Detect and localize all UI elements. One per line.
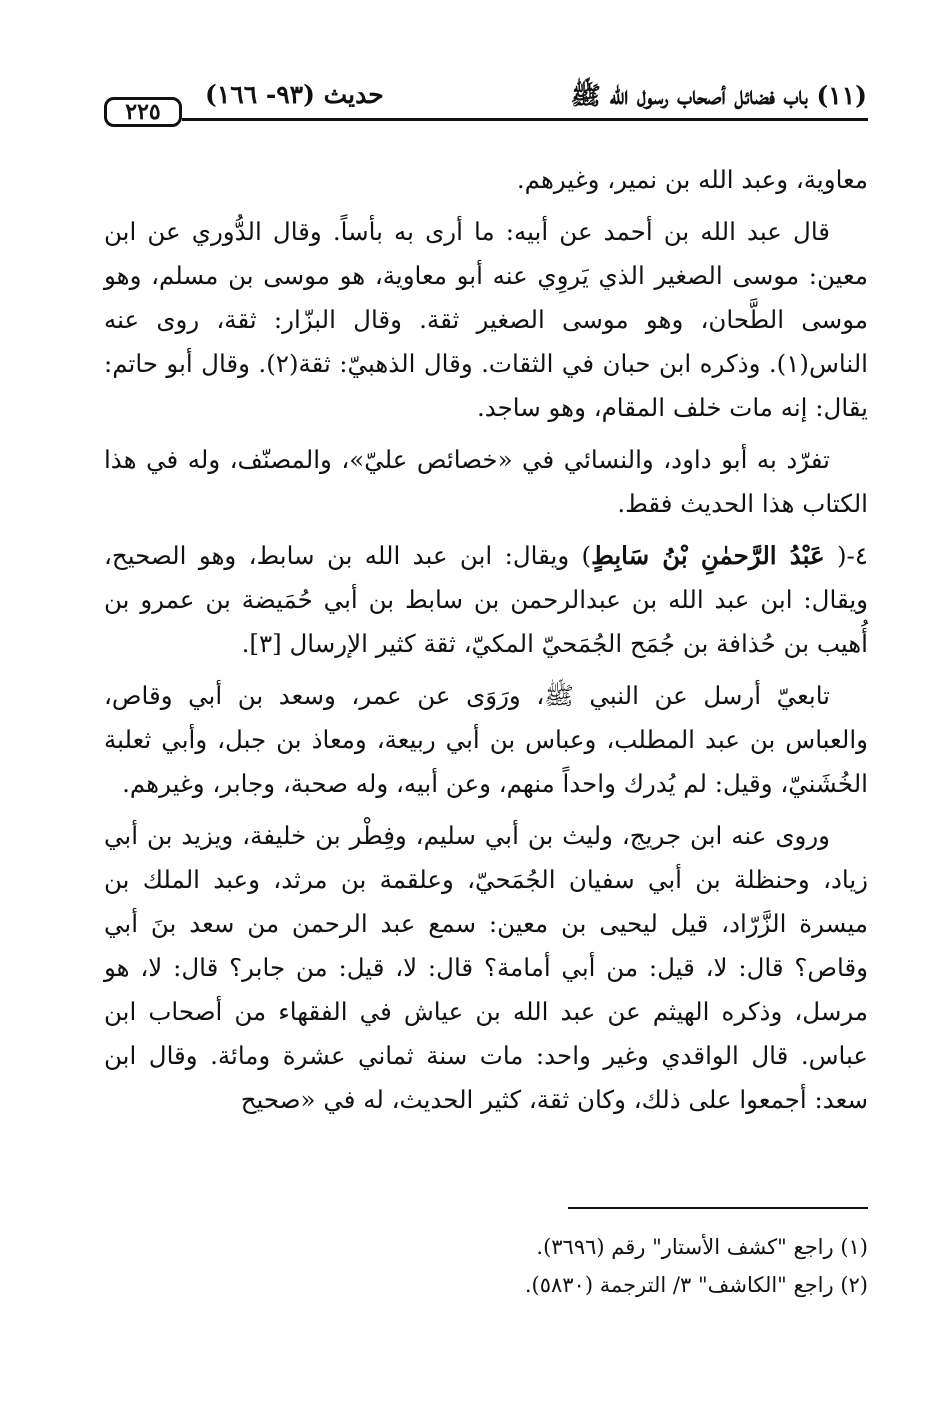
hadith-range: حديث (٩٣- ١٦٦) — [205, 80, 384, 109]
chapter-title: (١١) باب فضائل أصحاب رسول الله ﷺ — [570, 81, 867, 110]
footnotes — [104, 1228, 868, 1304]
paragraph: قال عبد الله بن أحمد عن أبيه: ما أرى به بأساً. وقال الدُّوري عن ابن معين: موسى الصغير الذي يَروِي عنه أبو معاوية، هو موسى بن مسلم، وهو موسى الطَّحان، وهو موسى الصغير ثقة. وقال البزّار: ثقة، روى عنه الناس(١). وذكره ابن حبان في الثقات. وقال الذهبيّ: ثقة(٢). وقال أبو حاتم: يقال: إنه مات خلف المقام، وهو ساجد. — [104, 217, 868, 422]
page-number — [104, 97, 182, 127]
paragraph: معاوية، وعبد الله بن نمير، وغيرهم. — [516, 165, 868, 194]
entry-number: ٤-( — [836, 541, 868, 570]
paragraph: وروى عنه ابن جريج، وليث بن أبي سليم، وفِطْر بن خليفة، ويزيد بن أبي زياد، وحنظلة بن أبي سفيان الجُمَحيّ، وعلقمة بن مرثد، وعبد الملك بن ميسرة الزَّرّاد، قيل ليحيى بن معين: سمع عبد الرحمن من سعد بنَ أبي وقاص؟ قال: لا، قيل: من أبي أمامة؟ قال: لا، قيل: من جابر؟ قال: لا، هو مرسل، وذكره الهيثم عن عبد الله بن عياش في الفقهاء من أصحاب ابن عباس. قال الواقدي وغير واحد: مات سنة ثماني عشرة ومائة. وقال ابن سعد: أجمعوا على ذلك، وكان ثقة، كثير الحديث، له في «صحيح — [104, 821, 868, 1114]
footnote-separator — [568, 1207, 868, 1209]
body-text — [104, 158, 868, 1130]
paragraph: تفرّد به أبو داود، والنسائي في «خصائص عليّ»، والمصنّف، وله في هذا الكتاب هذا الحديث فقط. — [104, 445, 868, 518]
narrator-entry — [104, 534, 868, 666]
page-number-text: ٢٢٥ — [125, 99, 161, 125]
entry-description: ) ويقال: ابن عبد الله بن سابط، وهو الصحيح، ويقال: ابن عبد الله بن عبدالرحمن بن سابط بن أبي حُمَيضة بن عمرو بن أُهيب بن حُذافة بن جُمَح الجُمَحيّ المكيّ، ثقة كثير الإرسال [٣]. — [104, 541, 868, 658]
narrator-name: عَبْدُ الرَّحمٰنِ بْنُ سَابِطٍ — [591, 541, 825, 570]
header-rule — [182, 118, 868, 121]
footnote: (١) راجع "كشف الأستار" رقم (٣٦٩٦). — [536, 1235, 868, 1259]
paragraph: تابعيّ أرسل عن النبي ﷺ، ورَوَى عن عمر، وسعد بن أبي وقاص، والعباس بن عبد المطلب، وعباس بن أبي ربيعة، ومعاذ بن جبل، وأبي ثعلبة الخُشَنيّ، وقيل: لم يُدرك واحداً منهم، وعن أبيه، وله صحبة، وجابر، وغيرهم. — [104, 681, 868, 798]
footnote: (٢) راجع "الكاشف" ٣/ الترجمة (٥٨٣٠). — [524, 1273, 868, 1297]
